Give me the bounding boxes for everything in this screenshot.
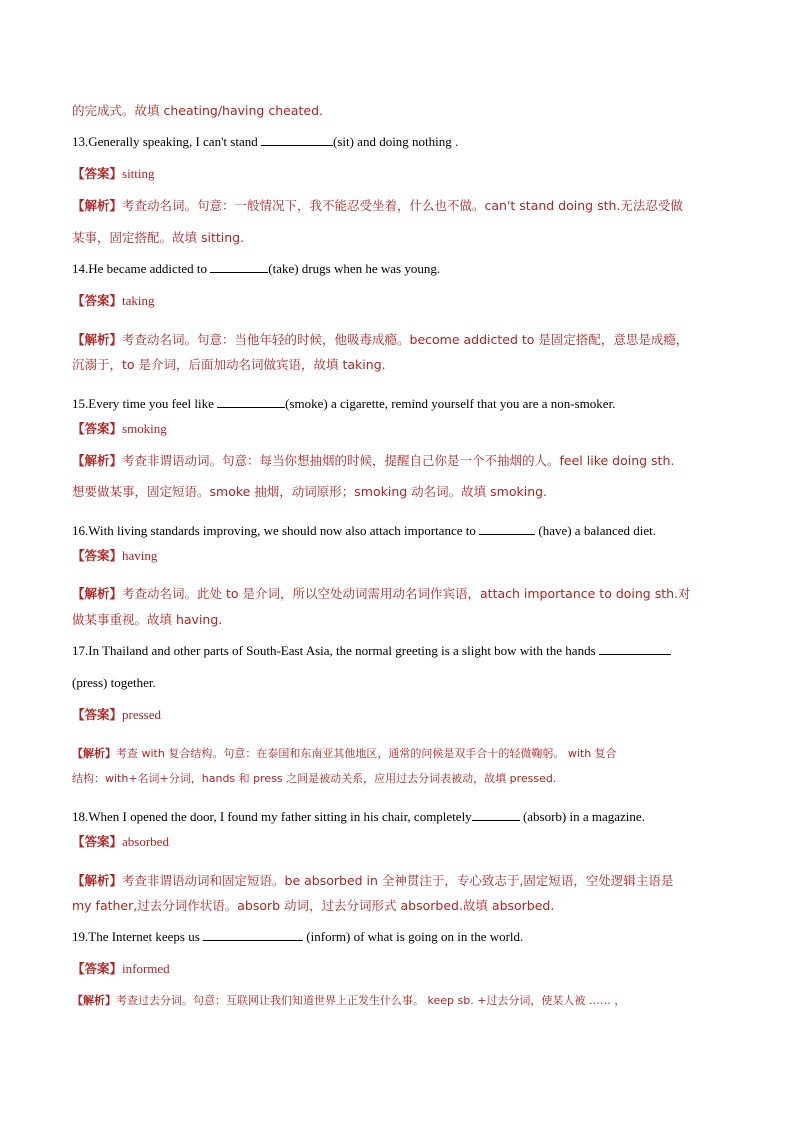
answer-18: 【答案】absorbed [72, 834, 169, 849]
analysis-19: 【解析】考查过去分词。句意：互联网让我们知道世界上正发生什么事。 keep sb. +过去分词，使某人被 …… ， [72, 994, 626, 1007]
question-15: 15.Every time you feel like (smoke) a cigarette, remind yourself that you are a non-smoker. [72, 396, 616, 411]
answer-13: 【答案】sitting [72, 166, 155, 181]
answer-blank [472, 809, 520, 821]
analysis-14-cont: 沉溺于，to 是介词，后面加动名词做宾语，故填 taking. [72, 357, 386, 372]
answer-blank [210, 261, 268, 273]
analysis-16: 【解析】考查动名词。此处 to 是介词，所以空处动词需用动名词作宾语，attach importance to doing sth.对 [72, 586, 691, 601]
analysis-13-cont: 某事，固定搭配。故填 sitting. [72, 230, 245, 245]
analysis-15: 【解析】考查非谓语动词。句意：每当你想抽烟的时候，提醒自己你是一个不抽烟的人。feel like doing sth. [72, 453, 675, 468]
question-19: 19.The Internet keeps us (inform) of what is going on in the world. [72, 929, 524, 944]
question-14: 14.He became addicted to (take) drugs when he was young. [72, 261, 441, 276]
answer-blank [599, 643, 671, 655]
question-17: 17.In Thailand and other parts of South-East Asia, the normal greeting is a slight bow with the hands [72, 642, 671, 660]
question-16: 16.With living standards improving, we should now also attach importance to (have) a balanced diet. [72, 523, 657, 538]
question-18: 18.When I opened the door, I found my father sitting in his chair, completely (absorb) in a magazine. [72, 809, 645, 824]
analysis-17-cont: 结构：with+名词+分词，hands 和 press 之间是被动关系，应用过去分词表被动，故填 pressed. [72, 772, 557, 785]
answer-19: 【答案】informed [72, 961, 170, 976]
answer-blank [217, 396, 285, 408]
analysis-15-cont: 想要做某事，固定短语。smoke 抽烟，动词原形；smoking 动名词。故填 smoking. [72, 484, 548, 499]
analysis-14: 【解析】考查动名词。句意：当他年轻的时候，他吸毒成瘾。become addicted to 是固定搭配，意思是成瘾， [72, 332, 689, 347]
analysis-18: 【解析】考查非谓语动词和固定短语。be absorbed in 全神贯注于，专心致志于,固定短语，空处逻辑主语是 [72, 873, 674, 888]
answer-blank [479, 523, 535, 535]
answer-15: 【答案】smoking [72, 421, 167, 436]
analysis-18-cont: my father,过去分词作状语。absorb 动词，过去分词形式 absorbed.故填 absorbed. [72, 898, 555, 913]
answer-14: 【答案】taking [72, 293, 155, 308]
question-13: 13.Generally speaking, I can't stand (sit) and doing nothing . [72, 134, 459, 149]
answer-blank [203, 929, 303, 941]
answer-16: 【答案】having [72, 548, 158, 563]
analysis-17: 【解析】考查 with 复合结构。句意：在泰国和东南亚其他地区，通常的问候是双手合十的轻微鞠躬。 with 复合 [72, 747, 617, 760]
answer-blank [261, 134, 333, 146]
answer-17: 【答案】pressed [72, 707, 162, 722]
analysis-13: 【解析】考查动名词。句意：一般情况下，我不能忍受坐着，什么也不做。can't stand doing sth.无法忍受做 [72, 198, 683, 213]
explanation-continuation: 的完成式。故填 cheating/having cheated. [72, 103, 323, 118]
analysis-16-cont: 做某事重视。故填 having. [72, 612, 223, 627]
question-17-cont: (press) together. [72, 675, 156, 690]
